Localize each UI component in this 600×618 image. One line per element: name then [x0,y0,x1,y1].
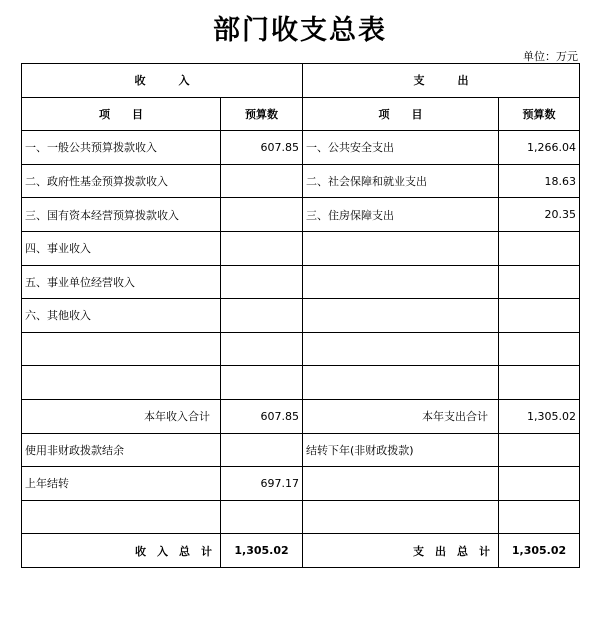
income-value: 607.85 [221,131,303,165]
income-value [221,366,303,400]
table-row [22,332,580,366]
expense-value: 20.35 [499,198,580,232]
expense-subtotal-label: 本年支出合计 [303,399,499,433]
subtotal-row [22,399,580,433]
subheader-row [22,97,580,131]
income-item: 五、事业单位经营收入 [22,265,221,299]
income-value [221,265,303,299]
expense-value [499,366,580,400]
table-row [22,366,580,400]
table-row [22,198,580,232]
income-value [221,231,303,265]
income-item: 二、政府性基金预算拨款收入 [22,164,221,198]
expense-value [499,500,580,534]
total-row [22,534,580,568]
income-header: 收 入 [22,64,303,98]
income-item: 四、事业收入 [22,231,221,265]
table-row [22,265,580,299]
income-subtotal-value: 607.85 [221,399,303,433]
income-item [22,366,221,400]
expense-item [303,467,499,501]
income-item-header: 项 目 [22,97,221,131]
income-value [221,198,303,232]
expense-value [499,299,580,333]
page-title: 部门收支总表 [213,15,387,46]
unit-label: 单位：万元 [523,50,578,63]
expense-value [499,433,580,467]
expense-item [303,299,499,333]
income-total-value: 1,305.02 [221,534,303,568]
expense-value: 1,266.04 [499,131,580,165]
income-item: 六、其他收入 [22,299,221,333]
income-value [221,299,303,333]
table-row [22,467,580,501]
expense-value [499,265,580,299]
income-item: 三、国有资本经营预算拨款收入 [22,198,221,232]
table-row [22,164,580,198]
table-row [22,500,580,534]
income-value [221,332,303,366]
income-item: 上年结转 [22,467,221,501]
expense-item [303,265,499,299]
expense-value [499,467,580,501]
income-subtotal-label: 本年收入合计 [22,399,221,433]
expense-item [303,366,499,400]
expense-total-value: 1,305.02 [499,534,580,568]
budget-table [21,63,580,568]
income-total-label: 收 入 总 计 [22,534,221,568]
income-value: 697.17 [221,467,303,501]
income-item [22,500,221,534]
expense-item: 二、社会保障和就业支出 [303,164,499,198]
expense-item [303,500,499,534]
table-row [22,131,580,165]
expense-item [303,332,499,366]
expense-item: 结转下年(非财政拨款) [303,433,499,467]
income-item: 使用非财政拨款结余 [22,433,221,467]
income-item: 一、一般公共预算拨款收入 [22,131,221,165]
income-value [221,500,303,534]
table-row [22,231,580,265]
expense-value [499,231,580,265]
expense-value [499,332,580,366]
table-row [22,299,580,333]
expense-subtotal-value: 1,305.02 [499,399,580,433]
expense-header: 支 出 [303,64,580,98]
table-row [22,433,580,467]
expense-total-label: 支 出 总 计 [303,534,499,568]
header-row [22,64,580,98]
income-budget-header: 预算数 [221,97,303,131]
expense-value: 18.63 [499,164,580,198]
expense-item-header: 项 目 [303,97,499,131]
expense-budget-header: 预算数 [499,97,580,131]
income-value [221,164,303,198]
income-item [22,332,221,366]
expense-item: 一、公共安全支出 [303,131,499,165]
expense-item: 三、住房保障支出 [303,198,499,232]
expense-item [303,231,499,265]
income-value [221,433,303,467]
